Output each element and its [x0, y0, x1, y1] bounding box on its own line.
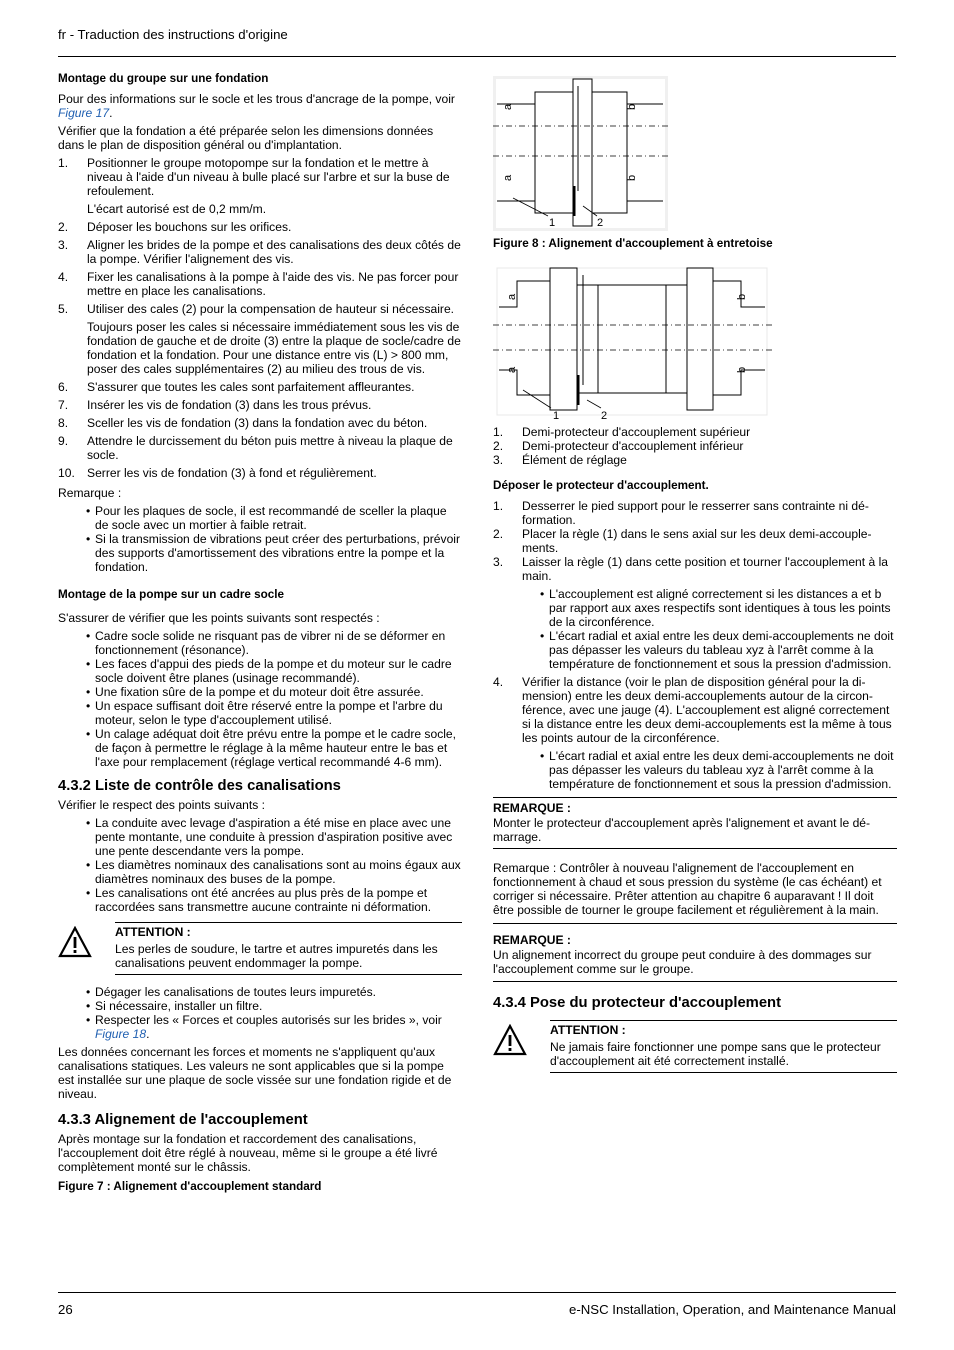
step-text: Insérer les vis de fondation (3) dans les trous prévus. — [87, 398, 372, 412]
bullet-item: • Les diamètres nominaux des canalisations sont au moins égaux aux diamètres nominaux des buses de la pompe. — [87, 858, 462, 886]
fig8-label-2: 2 — [597, 217, 604, 229]
section-4-3-4-title: 4.3.4 Pose du protecteur d'accouplement — [493, 995, 782, 1011]
sec433-text: Après montage sur la fondation et raccordement des canalisations, l'accouplement doit être réglé à nouveau, même si le groupe a été livré complètement monté sur le châssis. — [58, 1132, 438, 1174]
attention-2-title: ATTENTION : — [550, 1023, 626, 1037]
step-number: 2. — [58, 220, 69, 234]
bullet-item: • Les canalisations ont été ancrées au plus près de la pompe et raccordées sans transmettre aucune contrainte ni déformation. — [87, 886, 462, 914]
step-4 — [493, 675, 897, 745]
attention-block — [58, 922, 462, 975]
step-text: S'assurer que toutes les cales sont parfaitement affleurantes. — [87, 380, 415, 394]
list-item — [493, 453, 897, 467]
step-number: 7. — [58, 398, 69, 412]
spacer-label-1: 1 — [553, 410, 560, 422]
step-extra: L'écart autorisé est de 0,2 mm/m. — [87, 202, 267, 216]
footer-rule — [58, 1292, 896, 1293]
list-item — [58, 380, 462, 394]
list-item — [58, 434, 462, 462]
bullet-item: • La conduite avec levage d'aspiration a été mise en place avec une pente montante, une conduite à pression d'aspiration positive avec une pente descendante vers la pompe. — [87, 816, 462, 858]
bullet-item: • L'écart radial et axial entre les deux demi-accouplements ne doit pas dépasser les valeurs du tableau xyz à l'arrêt comme à la température de fonctionnement et sous la pression d'admission. — [541, 629, 897, 671]
step-text: Desserrer le pied support pour le resserrer sans contrainte ni déformation. — [522, 499, 869, 527]
step-number: 5. — [58, 302, 69, 316]
list-item — [493, 425, 897, 439]
fig8-label-b-top: b — [626, 103, 638, 110]
montage-intro-2: Vérifier que la fondation a été préparée selon les dimensions données dans le plan de disposition général ou d'implantation. — [58, 124, 434, 152]
fig8-label-b-bottom: b — [626, 174, 638, 181]
remarque-note-2 — [493, 853, 897, 924]
montage-intro-1-end: . — [109, 106, 113, 120]
list-item — [58, 270, 462, 298]
fig8-label-a-top: a — [502, 103, 514, 110]
step-number: 8. — [58, 416, 69, 430]
attention-block-2 — [493, 1020, 897, 1073]
bullet-end: . — [146, 1027, 150, 1041]
step-text: Aligner les brides de la pompe et des canalisations des deux côtés de la pompe. Vérifier l'alignement des vis. — [87, 238, 461, 266]
after-list — [58, 985, 462, 1041]
sec432-intro: Vérifier le respect des points suivants : — [58, 798, 266, 812]
bullet-item: • Les faces d'appui des pieds de la pompe et du moteur sur le cadre socle doivent être planes (usinage recommandé). — [87, 657, 462, 685]
step-text: Positionner le groupe motopompe sur la fondation et le mettre à niveau à l'aide d'un niveau à bulle placé sur l'arbre et sur la buse de refoulement. — [87, 156, 450, 198]
forces-text: Les données concernant les forces et moments ne s'appliquent qu'aux canalisations statiques. Les valeurs ne sont applicables que si la pompe est installée sur une plaque de socle vissée sur une fondation rigide et de niveau. — [58, 1045, 452, 1101]
bullet-item: • L'écart radial et axial entre les deux demi-accouplements ne doit pas dépasser les valeurs du tableau xyz à l'arrêt comme à la température de fonctionnement et sous la pression d'admission. — [541, 749, 897, 791]
step-text: Déposer les bouchons sur les orifices. — [87, 220, 292, 234]
step-number: 3. — [493, 453, 504, 467]
step-number: 2. — [493, 527, 504, 541]
fig8-label-1: 1 — [549, 217, 556, 229]
step-4-item — [493, 675, 897, 745]
figure-18-link[interactable]: Figure 18 — [95, 1027, 147, 1041]
montage-title: Montage du groupe sur une fondation — [58, 72, 269, 85]
right-column — [493, 76, 897, 1081]
montage-intro-1 — [58, 92, 462, 120]
bullet-item: • Cadre socle solide ne risquant pas de vibrer ni de se déformer en fonctionnement (résonance). — [87, 629, 462, 657]
attention-text: Les perles de soudure, le tartre et autres impuretés dans les canalisations peuvent endommager la pompe. — [115, 942, 438, 970]
note3-title: REMARQUE : — [493, 933, 571, 947]
montage-steps — [58, 156, 462, 480]
step-number: 10. — [58, 466, 75, 480]
remarque-note-3 — [493, 930, 897, 982]
bullet-item: • Si nécessaire, installer un filtre. — [87, 999, 462, 1013]
step-number: 2. — [493, 439, 504, 453]
step-number: 1. — [493, 425, 504, 439]
section-4-3-3-title: 4.3.3 Alignement de l'accouplement — [58, 1112, 308, 1128]
step-number: 4. — [58, 270, 69, 284]
bullet-item: • Pour les plaques de socle, il est recommandé de sceller la plaque de socle avec un mortier à faible retrait. — [87, 504, 462, 532]
step-number: 3. — [493, 555, 504, 569]
deposer-steps — [493, 499, 897, 583]
step-number: 9. — [58, 434, 69, 448]
header-rule — [58, 56, 896, 57]
step-number: 1. — [58, 156, 69, 170]
attention-title: ATTENTION : — [115, 925, 191, 939]
bullet-item — [87, 1013, 462, 1041]
bullet-item: • Si la transmission de vibrations peut créer des perturbations, prévoir des supports d'amortissement des vibrations entre la pompe et la fondation. — [87, 532, 462, 574]
note3-text: Un alignement incorrect du groupe peut conduire à des dommages sur l'accouplement comme sur le groupe. — [493, 948, 872, 976]
list-item — [58, 156, 462, 216]
montage-intro-1-text: Pour des informations sur le socle et les trous d'ancrage de la pompe, voir — [58, 92, 455, 106]
remarque-label: Remarque : — [58, 486, 122, 500]
spacer-label-a-top: a — [506, 293, 518, 300]
step-number: 3. — [58, 238, 69, 252]
bullet-item: • L'accouplement est aligné correctement si les distances a et b par rapport aux axes respectifs sont identiques à tous les points de la circonférence. — [541, 587, 897, 629]
list-item — [493, 499, 897, 527]
page-number: 26 — [58, 1302, 73, 1317]
bullet-text: Respecter les « Forces et couples autorisés sur les brides », voir — [95, 1013, 442, 1027]
list-item — [493, 439, 897, 453]
step-number: 6. — [58, 380, 69, 394]
bullet-item: • Une fixation sûre de la pompe et du moteur doit être assurée. — [87, 685, 462, 699]
step-text: Serrer les vis de fondation (3) à fond et régulièrement. — [87, 466, 377, 480]
step-4-text: Vérifier la distance (voir le plan de disposition général pour la dimension) entre les deux demi-accouplements autour de la circonférence, avec une jauge (4). L'accouplement est aligné correctement si la distance entre les deux demi-accouplements est la même à tous les points autour de la circonférence. — [522, 675, 892, 745]
left-column — [58, 72, 462, 1200]
figure-legend — [493, 425, 897, 467]
deposer-title: Déposer le protecteur d'accouplement. — [493, 479, 709, 492]
note2-text: Remarque : Contrôler à nouveau l'alignement de l'accouplement en fonctionnement à chaud et sous pression du système (le cas échéant) et corriger si nécessaire. Prêter attention au chapitre 6 auparavant ! Il doit être possible de tourner le groupe facilement et régulièrement à la main. — [493, 861, 882, 917]
remarque-list — [58, 504, 462, 574]
bullet-item: • Un espace suffisant doit être réservé entre la pompe et l'arbre du moteur, selon le type d'accouplement utilisé. — [87, 699, 462, 727]
step4-bullets — [493, 749, 897, 791]
list-item — [58, 466, 462, 480]
step3-bullets — [493, 587, 897, 671]
spacer-label-2: 2 — [601, 410, 608, 422]
step-text: Placer la règle (1) dans le sens axial sur les deux demi-accouplements. — [522, 527, 872, 555]
list-item — [58, 416, 462, 430]
step-text: Demi-protecteur d'accouplement supérieur — [522, 425, 751, 439]
list-item — [58, 220, 462, 234]
attention-2-text: Ne jamais faire fonctionner une pompe sans que le protecteur d'accouplement ait été correctement installé. — [550, 1040, 881, 1068]
sec432-list — [58, 816, 462, 914]
bullet-item: • Un calage adéquat doit être prévu entre la pompe et le cadre socle, de façon à permettre le réglage à la même hauteur entre le bas et l'axe pour remplacement (réglage vertical recommandé 4-6 mm). — [87, 727, 462, 769]
cadre-intro: S'assurer de vérifier que les points suivants sont respectés : — [58, 611, 380, 625]
step-text: Élément de réglage — [522, 453, 627, 467]
warning-icon — [58, 926, 92, 958]
step-text: Utiliser des cales (2) pour la compensation de hauteur si nécessaire. — [87, 302, 455, 316]
figure-7-caption: Figure 7 : Alignement d'accouplement standard — [58, 1180, 322, 1193]
step-number: 1. — [493, 499, 504, 513]
warning-icon — [493, 1024, 527, 1056]
step-extra: Toujours poser les cales si nécessaire immédiatement sous les vis de fondation de gauche et de droite (3) entre la plaque de socle/cadre de fondation et la fondation. Pour une distance entre vis (L) > 800 mm, poser des cales supplémentaires (2) au milieu des trous de vis. — [87, 320, 461, 376]
cadre-title: Montage de la pompe sur un cadre socle — [58, 588, 285, 601]
figure-8-caption: Figure 8 : Alignement d'accouplement à entretoise — [493, 237, 773, 250]
list-item — [58, 302, 462, 376]
list-item — [493, 527, 897, 555]
note1-text: Monter le protecteur d'accouplement après l'alignement et avant le démarrage. — [493, 816, 871, 844]
step-text: Laisser la règle (1) dans cette position et tourner l'accouplement à la main. — [522, 555, 888, 583]
page-header: fr - Traduction des instructions d'origine — [58, 27, 288, 42]
remarque-note-1 — [493, 797, 897, 849]
section-4-3-2-title: 4.3.2 Liste de contrôle des canalisations — [58, 778, 341, 794]
figure-17-link[interactable]: Figure 17 — [58, 106, 110, 120]
list-item — [493, 555, 897, 583]
spacer-label-a-bottom: a — [506, 366, 518, 373]
spacer-label-b-top: b — [736, 293, 748, 300]
step-text: Attendre le durcissement du béton puis mettre à niveau la plaque de socle. — [87, 434, 453, 462]
fig8-label-a-bottom: a — [502, 174, 514, 181]
figure-coupling-spacer-image — [493, 265, 773, 423]
spacer-label-b-bottom: b — [736, 366, 748, 373]
list-item — [58, 398, 462, 412]
cadre-list — [58, 629, 462, 769]
step-text: Sceller les vis de fondation (3) dans la fondation avec du béton. — [87, 416, 428, 430]
bullet-item: • Dégager les canalisations de toutes leurs impuretés. — [87, 985, 462, 999]
manual-title: e-NSC Installation, Operation, and Maintenance Manual — [569, 1302, 896, 1317]
step-text: Fixer les canalisations à la pompe à l'aide des vis. Ne pas forcer pour mettre en place les canalisations. — [87, 270, 459, 298]
figure-8-image — [493, 76, 668, 231]
note1-title: REMARQUE : — [493, 801, 571, 815]
list-item — [58, 238, 462, 266]
step-4-number: 4. — [493, 675, 504, 689]
step-text: Demi-protecteur d'accouplement inférieur — [522, 439, 744, 453]
